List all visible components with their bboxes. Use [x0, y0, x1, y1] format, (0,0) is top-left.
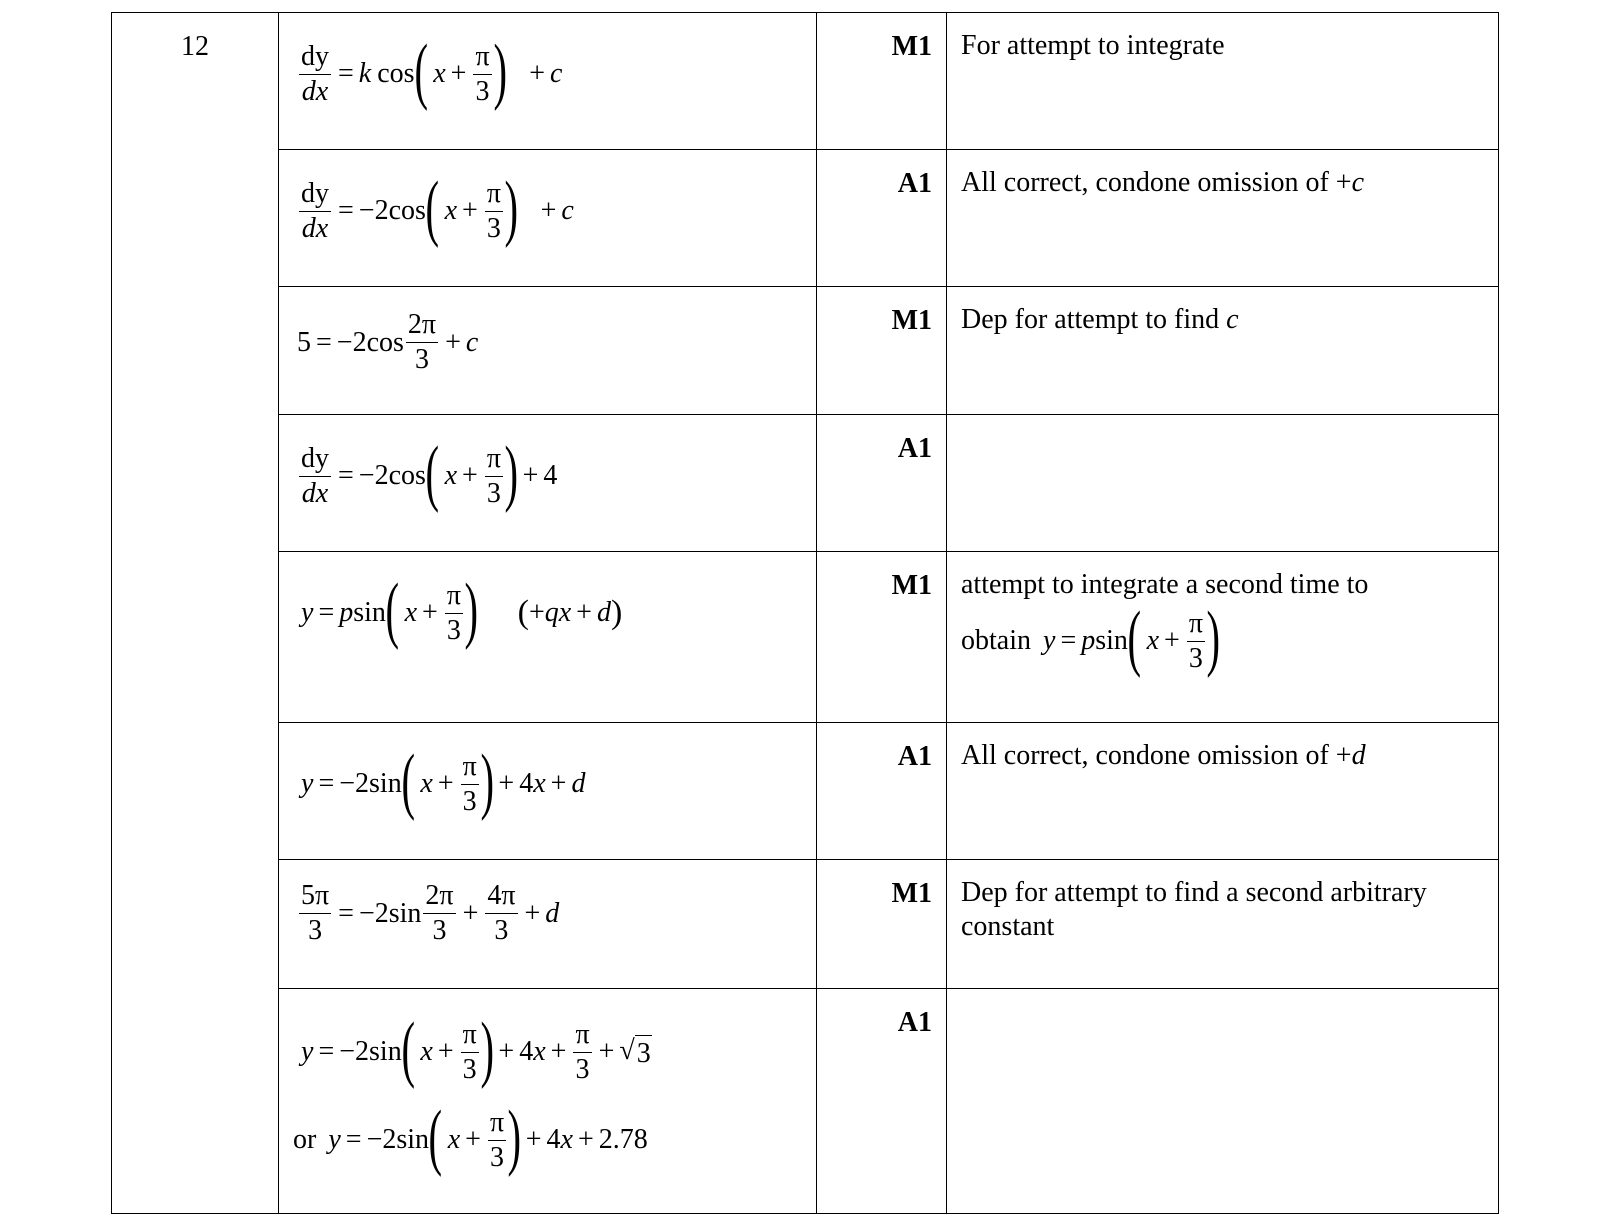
answer-cell [279, 860, 817, 989]
guidance-cell [947, 989, 1499, 1214]
fraction: $\frac{dy}{dx}$ [301, 40, 329, 107]
mark-cell: M1 [817, 552, 947, 723]
question-number: 12 [181, 31, 209, 62]
guidance-cell: Dep for attempt to find c [947, 287, 1499, 415]
answer-expression: y = −2 sin ( x + $\frac{\pi}{3}$ ) + 4 x + d [301, 740, 586, 822]
guidance-expression: obtain y = p sin ( x + $\frac{\pi}{3}$ ) [961, 597, 1221, 679]
guidance-cell: All correct, condone omission of +d [947, 723, 1499, 860]
answer-expression: 5 = −2 cos $\frac{2\pi}{3}$ + c [297, 309, 479, 375]
guidance-cell: Dep for attempt to find a second arbitrary constant [947, 860, 1499, 989]
table-row [112, 415, 1499, 552]
question-number-cell [112, 13, 279, 1214]
table-row [112, 989, 1499, 1214]
answer-expression: $\frac{5\pi}{3}$ = −2 sin $\frac{2\pi}{3}$ + $\frac{4\pi}{3}$ + d [301, 880, 560, 946]
mark-cell [817, 13, 947, 150]
answer-expression: y = −2 sin ( x + $\frac{\pi}{3}$ ) + 4 x + $\frac{\pi}{3}$ + √ 3 [301, 1008, 651, 1090]
mark-cell: A1 [817, 150, 947, 287]
mark-cell: A1 [817, 989, 947, 1214]
answer-expression: y = p sin ( x + $\frac{\pi}{3}$ ) ( + q x + d ) [301, 569, 623, 651]
mark-cell: A1 [817, 723, 947, 860]
guidance-text: For attempt to integrate [961, 30, 1225, 61]
guidance-cell: All correct, condone omission of +c [947, 150, 1499, 287]
guidance-cell [947, 13, 1499, 150]
answer-expression: $\frac{dy}{dx}$ = −2 cos ( x + $\frac{\pi}{3}$ ) + c [301, 167, 574, 249]
table-row [112, 723, 1499, 860]
answer-cell [279, 415, 817, 552]
guidance-text: attempt to integrate a second time to [961, 569, 1369, 600]
answer-expression: $\frac{dy}{dx}$ = −2 cos ( x + $\frac{\pi}{3}$ ) + 4 [301, 432, 558, 514]
answer-expression: $\frac{dy}{dx}$ = k cos ( x + $\frac{\pi}{3}$ ) + c [301, 30, 563, 112]
mark-cell: A1 [817, 415, 947, 552]
mark-code: M1 [891, 31, 932, 62]
answer-cell [279, 13, 817, 150]
answer-cell [279, 552, 817, 723]
answer-cell [279, 723, 817, 860]
answer-cell [279, 150, 817, 287]
answer-expression-alt: or y = −2 sin ( x + $\frac{\pi}{3}$ ) + 4 x + 2.78 [293, 1096, 648, 1178]
answer-cell [279, 287, 817, 415]
table-row [112, 287, 1499, 415]
table-row [112, 13, 1499, 150]
table-row [112, 552, 1499, 723]
guidance-cell [947, 552, 1499, 723]
guidance-cell [947, 415, 1499, 552]
table-row [112, 150, 1499, 287]
table-row [112, 860, 1499, 989]
mark-scheme-table [111, 12, 1499, 1214]
mark-cell: M1 [817, 287, 947, 415]
answer-cell [279, 989, 817, 1214]
mark-cell: M1 [817, 860, 947, 989]
